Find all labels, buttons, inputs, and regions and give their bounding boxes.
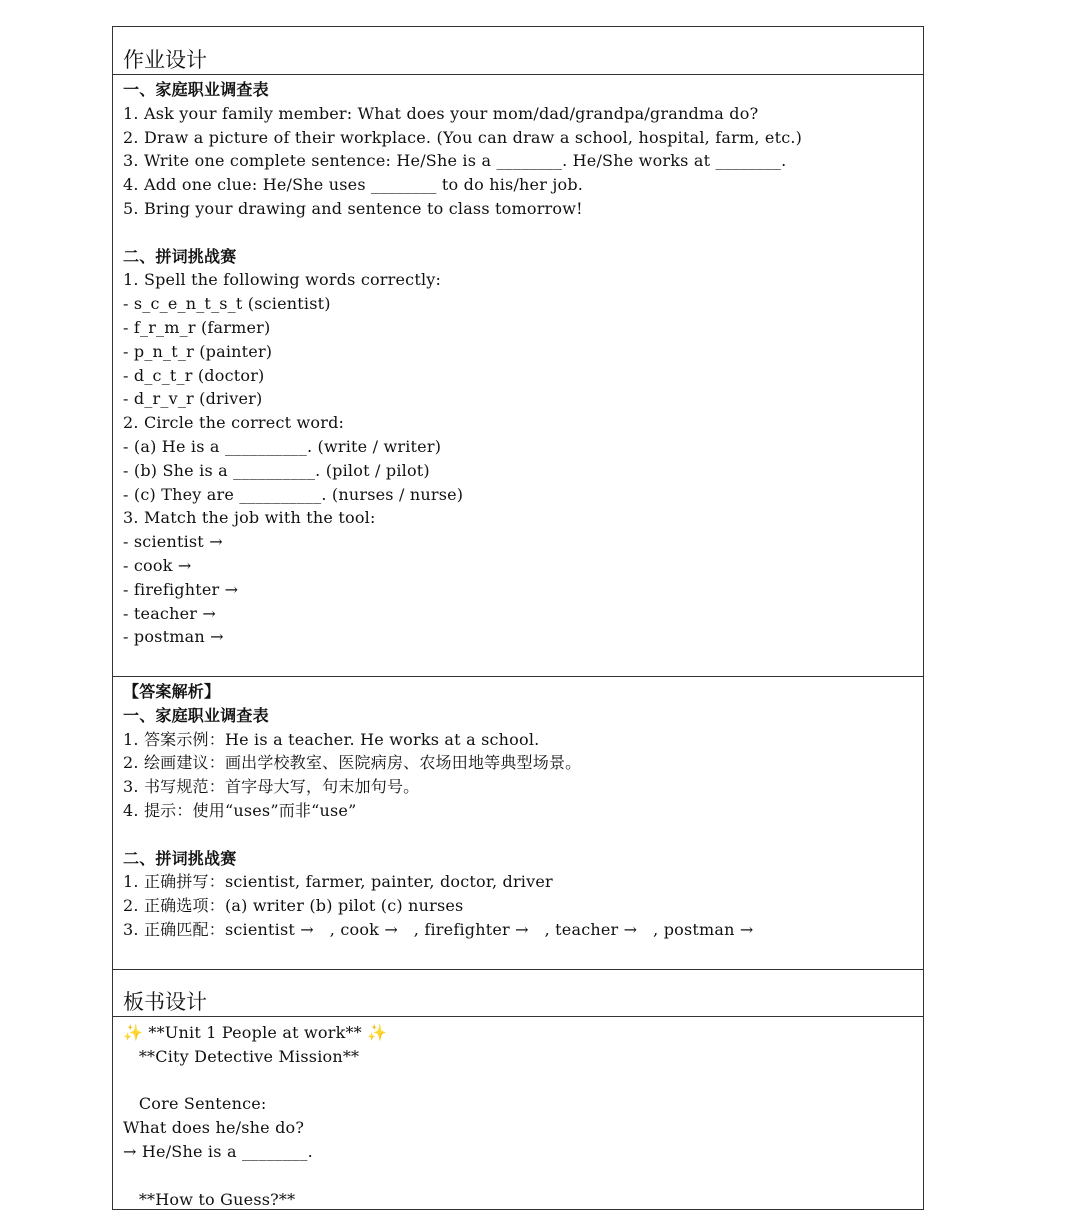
- homework-section2-line: - firefighter →: [123, 579, 239, 599]
- homework-section2-line: - s_c_e_n_t_s_t (scientist): [123, 294, 331, 314]
- answers-section1-heading: 一、家庭职业调查表: [123, 705, 269, 725]
- board-line: ✨ **Unit 1 People at work** ✨: [123, 1023, 388, 1042]
- board-title: 板书设计: [123, 990, 207, 1014]
- answers-section1-line: 2. 绘画建议：画出学校教室、医院病房、农场田地等典型场景。: [123, 753, 582, 773]
- answers-section2-line: 2. 正确选项：(a) writer (b) pilot (c) nurses: [123, 896, 464, 916]
- homework-section2-line: - d_r_v_r (driver): [123, 389, 263, 409]
- homework-section2-line: - d_c_t_r (doctor): [123, 365, 265, 385]
- homework-section2-line: - cook →: [123, 555, 192, 575]
- board-line: What does he/she do?: [123, 1118, 305, 1138]
- homework-section2-heading: 二、拼词挑战赛: [123, 246, 237, 266]
- homework-content-row: [113, 75, 923, 677]
- homework-section1-heading: 一、家庭职业调查表: [123, 80, 269, 99]
- homework-section2-line: - postman →: [123, 627, 224, 647]
- homework-section1-line: 1. Ask your family member: What does your mom/dad/grandpa/grandma do?: [123, 103, 759, 123]
- homework-section2-line: - f_r_m_r (farmer): [123, 317, 271, 337]
- answers-section2-heading: 二、拼词挑战赛: [123, 848, 237, 868]
- answers-section1-line: 1. 答案示例：He is a teacher. He works at a school.: [123, 729, 540, 749]
- homework-section2-line: - (b) She is a __________. (pilot / pilot): [123, 460, 430, 480]
- board-line: [123, 1069, 917, 1093]
- spacer: [123, 221, 917, 245]
- board-title-row: [113, 970, 923, 1017]
- board-line: Core Sentence:: [123, 1094, 267, 1114]
- board-content: [123, 1021, 917, 1211]
- homework-title: 作业设计: [123, 48, 207, 72]
- homework-content: [123, 78, 917, 649]
- board-line: → He/She is a ________.: [123, 1141, 313, 1161]
- board-line: **How to Guess?**: [123, 1189, 296, 1209]
- homework-section2-line: 2. Circle the correct word:: [123, 413, 345, 433]
- homework-section1-line: 2. Draw a picture of their workplace. (You can draw a school, hospital, farm, etc.): [123, 127, 803, 147]
- board-line: [123, 1164, 917, 1188]
- answers-section2-line: 1. 正确拼写：scientist, farmer, painter, doctor, driver: [123, 872, 553, 892]
- homework-section2-line: - p_n_t_r (painter): [123, 341, 273, 361]
- homework-section2-line: - (a) He is a __________. (write / writer): [123, 436, 442, 456]
- homework-section1-line: 3. Write one complete sentence: He/She is a ________. He/She works at ________.: [123, 151, 787, 171]
- homework-section2-line: 1. Spell the following words correctly:: [123, 270, 442, 290]
- homework-section2-line: - scientist →: [123, 532, 223, 552]
- board-content-row: [113, 1017, 923, 1209]
- answers-section1-line: 3. 书写规范：首字母大写，句末加句号。: [123, 777, 420, 797]
- homework-section1-line: 4. Add one clue: He/She uses ________ to do his/her job.: [123, 175, 584, 195]
- homework-section2-line: - teacher →: [123, 603, 217, 623]
- board-line: **City Detective Mission**: [123, 1046, 360, 1066]
- spacer: [123, 823, 917, 847]
- answers-row: [113, 677, 923, 970]
- homework-title-row: [113, 27, 923, 75]
- homework-section1-line: 5. Bring your drawing and sentence to class tomorrow!: [123, 198, 583, 218]
- lesson-plan-table: [112, 26, 924, 1210]
- answers-section2-line: 3. 正确匹配：scientist → , cook → , firefighter → , teacher → , postman →: [123, 919, 754, 939]
- homework-section2-line: - (c) They are __________. (nurses / nurse): [123, 484, 464, 504]
- answers-content: [123, 680, 917, 942]
- answers-title: 【答案解析】: [123, 682, 221, 701]
- answers-section1-line: 4. 提示：使用“uses”而非“use”: [123, 800, 357, 820]
- homework-section2-line: 3. Match the job with the tool:: [123, 508, 376, 528]
